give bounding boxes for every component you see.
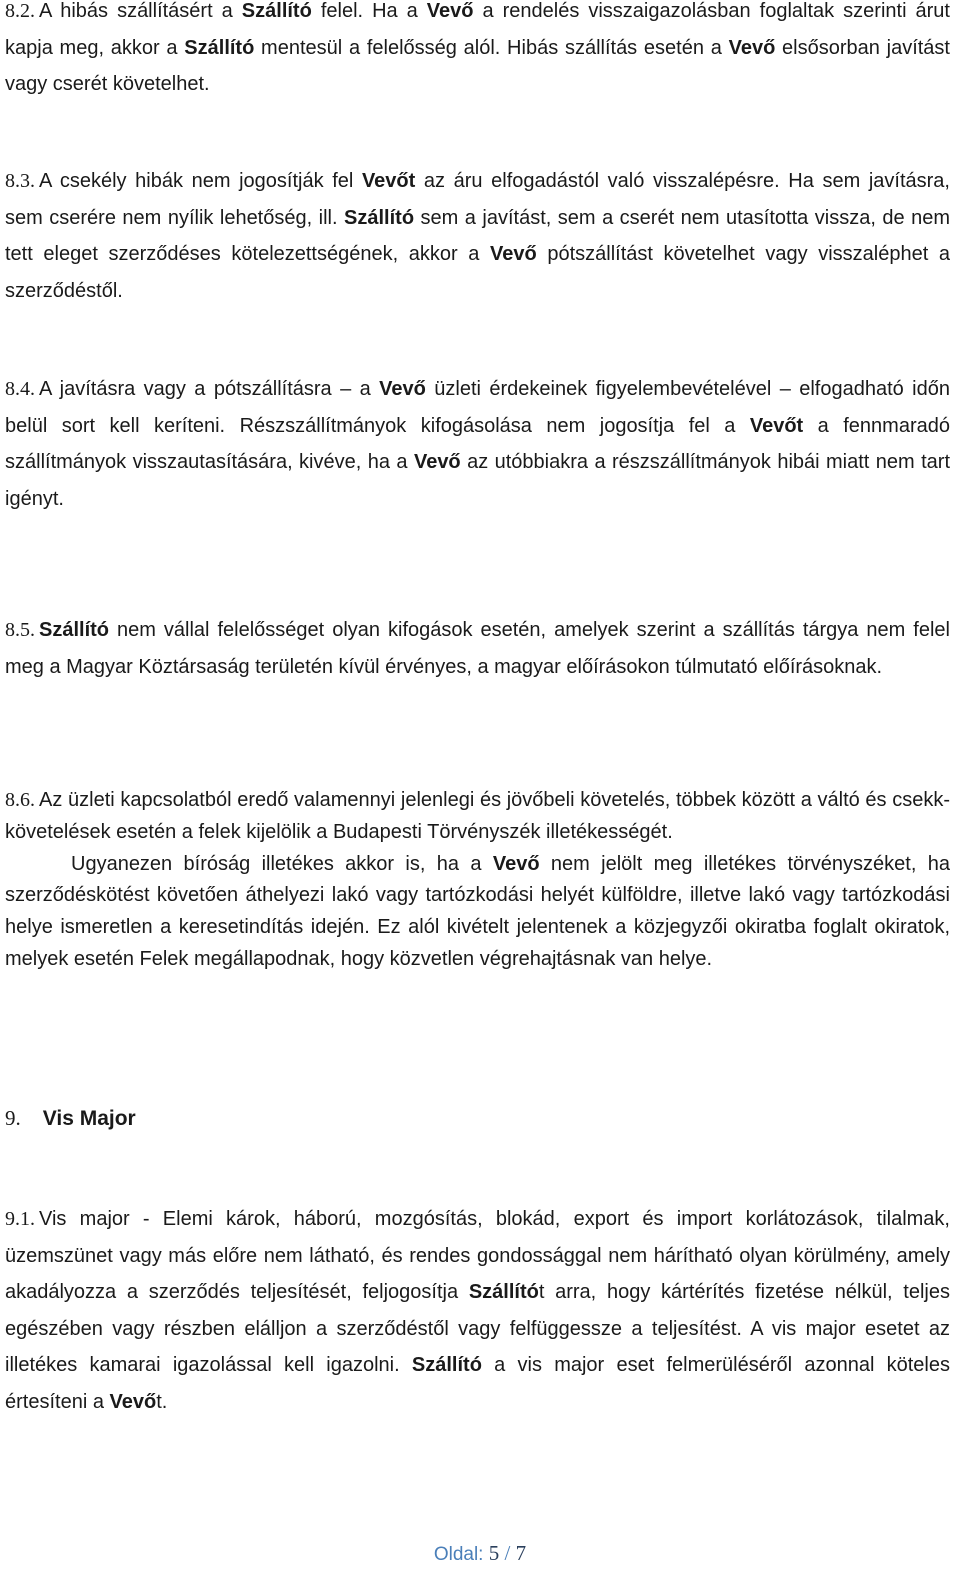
section-number: 9.: [5, 1106, 21, 1130]
section-8-4: 8.4. A javításra vagy a pótszállításra – a Vevő üzleti érdekeinek figyelembevételével – elfogadható időn belül sort kell keríteni. Részszállítmányok kifogásolása nem jogosítja fel a Vevőt a fennmaradó szállítmányok visszautasítására, kivéve, ha a Vevő az utóbbiakra a részszállítmányok hibái miatt nem tart igényt.: [5, 378, 951, 510]
page-separator: /: [504, 1541, 511, 1565]
section-number: 8.3.: [5, 170, 35, 192]
section-8-6: [5, 785, 950, 976]
page-total: 7: [515, 1541, 527, 1565]
paragraph: Ugyanezen bíróság illetékes akkor is, ha a Vevő nem jelölt meg illetékes törvényszéket, ha szerződéskötést követően áthelyezi lakó vagy tartózkodási helyét külföldre, illetve lakó vagy tartózkodási helye ismeretlen a keresetindítás idején. Ez alól kivételt jelentenek a közjegyzői okiratba foglalt okiratok, melyek esetén Felek megállapodnak, hogy közvetlen végrehajtásnak van helye.: [5, 852, 951, 970]
page-label: Oldal:: [433, 1544, 484, 1565]
section-title: Vis Major: [42, 1107, 136, 1130]
section-number: 9.1.: [5, 1208, 35, 1230]
section-8-5: 8.5. Szállító nem vállal felelősséget olyan kifogások esetén, amelyek szerint a szállítás tárgya nem felel meg a Magyar Köztársaság területén kívül érvényes, a magyar előírásokon túlmutató előírásoknak.: [5, 619, 950, 678]
section-number: 8.4.: [5, 378, 35, 400]
section-9-1: 9.1. Vis major - Elemi károk, háború, mozgósítás, blokád, export és import korlátozások, tilalmak, üzemszünet vagy más előre nem látható, és rendes gondossággal nem hárítható olyan körülmény, amely akadályozza a szerződés teljesítését, feljogosítja Szállítót arra, hogy kártérítés fizetése nélkül, teljes egészében vagy részben elálljon a szerződéstől vagy felfüggessze a teljesítést. A vis major esetet az illetékes kamarai igazolással kell igazolni. Szállító a vis major eset felmerüléséről azonnal köteles értesíteni a Vevőt.: [5, 1208, 950, 1413]
paragraph: 8.6. Az üzleti kapcsolatból eredő valamennyi jelenlegi és jövőbeli követelés, többek között a váltó és csekk-követelések esetén a felek kijelölik a Budapesti Törvényszék illetékességét.: [5, 789, 950, 843]
section-heading-9: [5, 1100, 136, 1137]
page-footer: [0, 1538, 960, 1570]
section-number: 8.2.: [5, 0, 35, 22]
section-number: 8.5.: [5, 619, 35, 641]
section-number: 8.6.: [5, 789, 35, 811]
section-8-3: 8.3. A csekély hibák nem jogosítják fel Vevőt az áru elfogadástól való visszalépésre. Ha sem javításra, sem cserére nem nyílik lehetőség, ill. Szállító sem a javítást, sem a cserét nem utasította vissza, de nem tett eleget szerződéses kötelezettségének, akkor a Vevő pótszállítást követelhet vagy visszaléphet a szerződéstől.: [5, 170, 950, 302]
section-8-2: 8.2. A hibás szállításért a Szállító felel. Ha a Vevő a rendelés visszaigazolásban foglaltak szerinti árut kapja meg, akkor a Szállító mentesül a felelősség alól. Hibás szállítás esetén a Vevő elsősorban javítást vagy cserét követelhet.: [5, 0, 950, 95]
page-number: 5: [488, 1541, 500, 1565]
